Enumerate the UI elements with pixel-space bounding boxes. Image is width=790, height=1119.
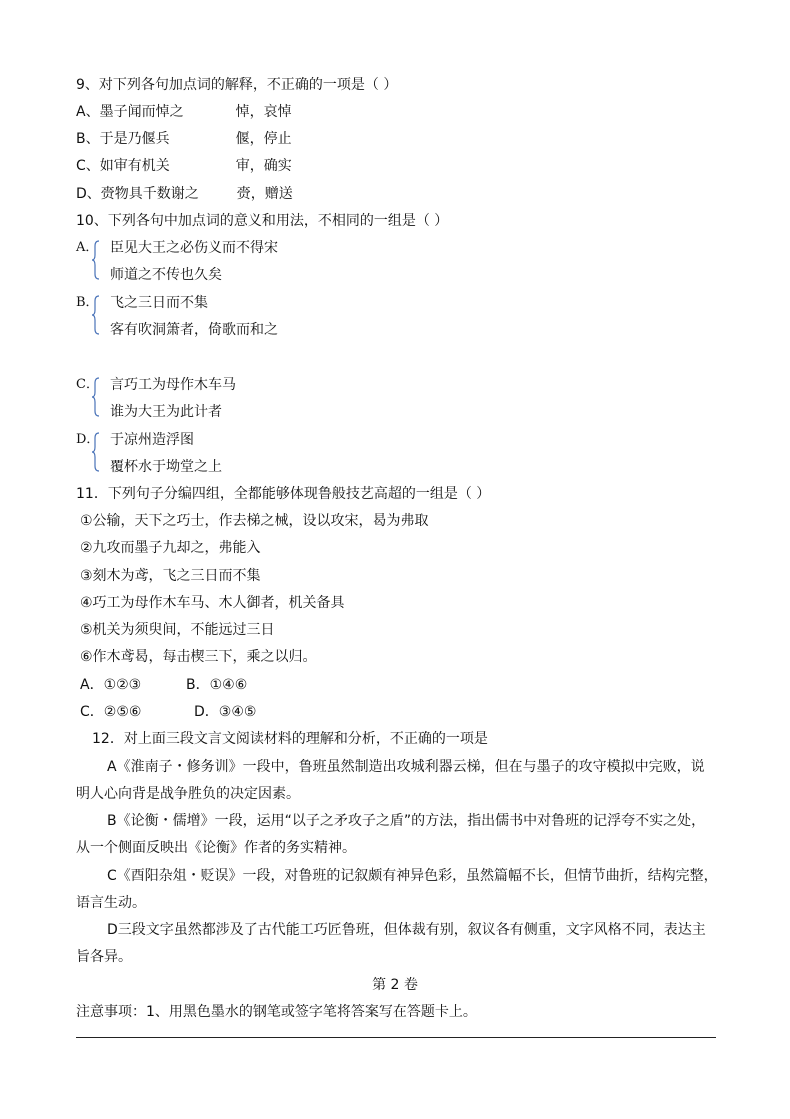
- brace-icon: [92, 295, 100, 335]
- q10-option-a-line2: 师道之不传也久矣: [110, 267, 222, 283]
- q10-option-b-line2: 客有吹洞箫者，倚歌而和之: [110, 322, 278, 338]
- option-label: C、: [76, 158, 100, 174]
- q10-option-a-label: A．: [76, 240, 99, 255]
- section-title: 第 2 卷: [372, 977, 418, 993]
- q11-item: ②九攻而墨子九却之，弗能入: [80, 540, 261, 556]
- q11-stem: 11．下列句子分编四组，全都能够体现鲁般技艺高超的一组是（ ）: [76, 486, 491, 502]
- q11-choice-c: C．②⑤⑥: [80, 704, 142, 720]
- option-label: A、: [76, 104, 100, 120]
- option-gloss: 赍，赠送: [236, 186, 293, 202]
- q11-item: ⑥作木鸢曷，每击楔三下，乘之以归。: [80, 649, 317, 665]
- option-gloss: 审，确实: [235, 158, 292, 174]
- q12-stem: 12．对上面三段文言文阅读材料的理解和分析，不正确的一项是: [92, 731, 488, 747]
- q11-item: ①公输，天下之巧士，作去梯之械，设以攻宋，曷为弗取: [80, 513, 429, 529]
- option-label: D、: [76, 186, 101, 202]
- q12-option-c-line1: C《酉阳杂俎・贬误》一段，对鲁班的记叙颇有神异色彩，虽然篇幅不长，但情节曲折，结构完整，: [107, 868, 718, 884]
- option-gloss: 偃，停止: [235, 131, 292, 147]
- q11-item: ⑤机关为须臾间，不能远过三日: [80, 622, 275, 638]
- brace-icon: [92, 432, 100, 472]
- brace-icon: [92, 377, 100, 417]
- option-label: B、: [76, 131, 100, 147]
- option-term: 墨子闻而悼之: [99, 104, 184, 120]
- q11-choice-d: D．③④⑤: [194, 704, 257, 720]
- option-term: 如审有机关: [99, 158, 170, 174]
- q12-option-a-line2: 明人心向背是战争胜负的决定因素。: [76, 786, 300, 802]
- q10-option-d-line1: 于凉州造浮图: [110, 432, 194, 448]
- q12-option-d-line2: 旨各异。: [76, 949, 132, 965]
- divider: [76, 1037, 716, 1038]
- q9-stem: 9、对下列各句加点词的解释，不正确的一项是（ ）: [76, 77, 398, 93]
- q10-option-c-line1: 言巧工为母作木车马: [110, 377, 236, 393]
- q10-option-b-label: B．: [76, 295, 99, 310]
- brace-icon: [92, 240, 100, 280]
- q10-stem: 10、下列各句中加点词的意义和用法，不相同的一组是（ ）: [76, 213, 449, 229]
- option-gloss: 悼，哀悼: [235, 104, 292, 120]
- q12-option-b-line1: B《论衡・儒增》一段，运用“以子之矛攻子之盾”的方法，指出儒书中对鲁班的记浮夸不实之处，: [107, 813, 706, 829]
- q12-option-a-line1: A《淮南子・修务训》一段中，鲁班虽然制造出攻城利器云梯，但在与墨子的攻守模拟中完败，说: [107, 759, 705, 775]
- q9-option-b: [76, 130, 292, 148]
- q11-choice-a: A．①②③: [80, 677, 142, 693]
- q10-option-a-line1: 臣见大王之必伤义而不得宋: [110, 240, 278, 256]
- q12-option-b-line2: 从一个侧面反映出《论衡》作者的务实精神。: [76, 840, 356, 856]
- q9-option-d: [76, 185, 293, 203]
- q11-choice-b: B．①④⑥: [186, 677, 248, 693]
- q10-option-b-line1: 飞之三日而不集: [110, 295, 208, 311]
- q10-option-c-label: C．: [76, 377, 99, 392]
- q12-option-d-line1: D三段文字虽然都涉及了古代能工巧匠鲁班，但体裁有别，叙议各有侧重，文字风格不同，表达主: [107, 922, 706, 938]
- q9-option-c: [76, 157, 292, 175]
- q9-option-a: [76, 103, 292, 121]
- q12-option-c-line2: 语言生动。: [76, 895, 146, 911]
- section-note: 注意事项：1、用黑色墨水的钢笔或签字笔将答案写在答题卡上。: [76, 1004, 477, 1020]
- q10-option-d-label: D．: [76, 432, 100, 447]
- option-term: 于是乃偃兵: [99, 131, 170, 147]
- q11-item: ③刻木为鸢，飞之三日而不集: [80, 568, 261, 584]
- q10-option-d-line2: 覆杯水于坳堂之上: [110, 459, 222, 475]
- option-term: 赍物具千数谢之: [100, 186, 199, 202]
- q11-item: ④巧工为母作木车马、木人御者，机关备具: [80, 595, 345, 611]
- q10-option-c-line2: 谁为大王为此计者: [110, 404, 222, 420]
